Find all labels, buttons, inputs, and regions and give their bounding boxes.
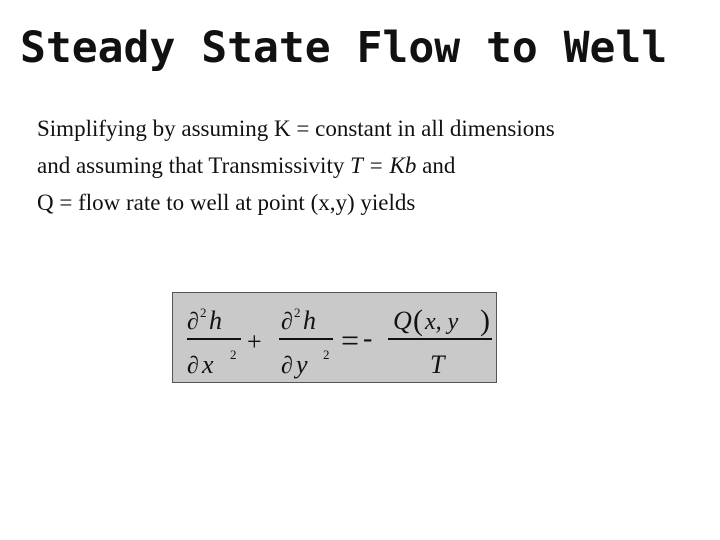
exponent: 2 [323,347,330,362]
q-symbol: Q [393,306,412,335]
line2-and: and [416,153,456,178]
transmissivity-symbol: T [350,153,363,178]
exponent: 2 [230,347,237,362]
body-line-2 [37,147,697,184]
h-symbol: h [303,306,316,335]
close-paren: ) [480,304,490,337]
plus-sign: + [247,327,262,356]
open-paren: ( [413,304,423,337]
equals-operator: = [341,322,360,358]
kb-symbol: Kb [389,153,417,178]
minus-sign: - [363,323,373,354]
partial-symbol: ∂ [281,309,293,335]
fraction-bar [388,338,492,340]
equation-box [172,292,497,383]
x-symbol: x [202,350,214,379]
exponent: 2 [200,305,207,320]
line2-text: and assuming that Transmissivity [37,153,351,178]
h-symbol: h [209,306,222,335]
t-symbol: T [430,350,445,379]
fraction-bar [187,338,241,340]
body-text [37,110,697,221]
y-symbol: y [296,350,308,379]
body-line-3: Q = flow rate to well at point (x,y) yields [37,190,416,215]
body-line-1: Simplifying by assuming K = constant in all dimensions [37,116,555,141]
partial-symbol: ∂ [281,353,293,379]
slide-title: Steady State Flow to Well [20,23,668,73]
partial-symbol: ∂ [187,353,199,379]
equals-sign: = [362,153,390,178]
exponent: 2 [294,305,301,320]
fraction-bar [279,338,333,340]
xy-args: x, y [425,309,459,335]
equation-svg [173,293,496,382]
partial-symbol: ∂ [187,309,199,335]
